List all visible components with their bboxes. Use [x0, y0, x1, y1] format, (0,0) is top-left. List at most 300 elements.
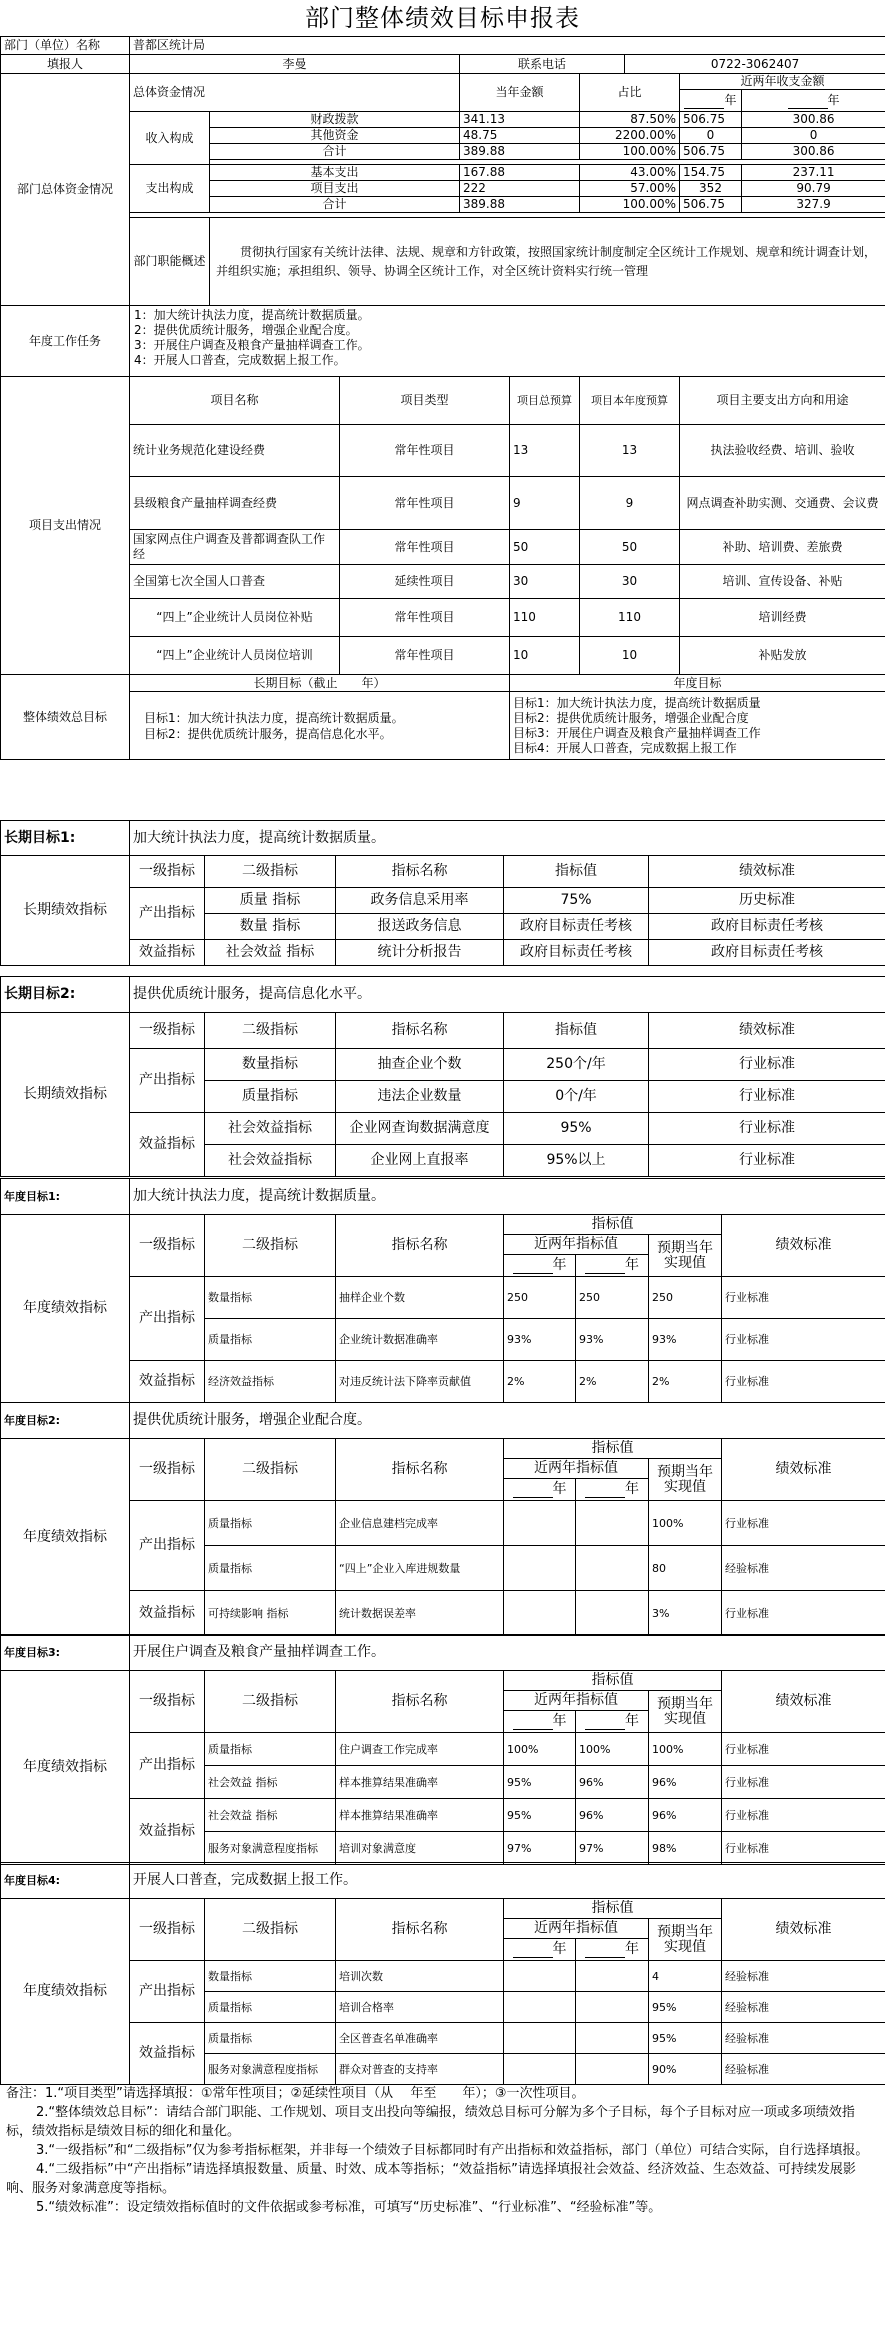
- dept-label: 部门（单位）名称: [1, 37, 130, 55]
- header-value: 指标值: [504, 1013, 649, 1049]
- indicator-std: 政府目标责任考核: [649, 940, 885, 966]
- level2: 社会效益 指标: [205, 940, 336, 966]
- expected-value: 95%: [649, 2023, 722, 2054]
- indicator-name: 违法企业数量: [336, 1081, 504, 1113]
- project-name: 国家网点住户调查及普都调查队工作经: [130, 530, 340, 565]
- recent-value-2: [576, 1501, 649, 1546]
- header-name: 指标名称: [336, 1671, 504, 1733]
- phone-label: 联系电话: [460, 55, 625, 74]
- level2: 质量指标: [205, 1081, 336, 1113]
- expected-value: 4: [649, 1961, 722, 1992]
- indicator-std: 经验标准: [722, 1546, 885, 1591]
- indicator-name: 抽查企业个数: [336, 1049, 504, 1081]
- recent-value-2: [576, 2023, 649, 2054]
- header-level2: 二级指标: [205, 1013, 336, 1049]
- income-ratio-0: 87.50%: [580, 112, 680, 128]
- header-value: 指标值: [504, 1671, 722, 1691]
- expense-ratio-1: 57.00%: [580, 181, 680, 197]
- project-type: 常年性项目: [340, 530, 510, 565]
- level1: 产出指标: [130, 1277, 205, 1361]
- level2: 可持续影响 指标: [205, 1591, 336, 1636]
- year-goal-text: 开展住户调查及粮食产量抽样调查工作。: [130, 1635, 885, 1671]
- indicator-name: 群众对普查的支持率: [336, 2054, 504, 2085]
- header-expected: 预期当年实现值: [649, 1691, 722, 1733]
- project-use: 补贴发放: [680, 637, 885, 675]
- recent-value-2: [576, 1992, 649, 2023]
- recent-value-2: [576, 1546, 649, 1591]
- duties-text: 贯彻执行国家有关统计法律、法规、规章和方针政策，按照国家统计制度制定全区统计工作规划、规章和统计调查计划，并组织实施；承担组织、领导、协调全区统计工作，对全区统计资料实行统一管理: [210, 218, 885, 306]
- recent-value-1: 93%: [504, 1319, 576, 1361]
- expense-ratio-2: 100.00%: [580, 197, 680, 213]
- header-expected: 预期当年实现值: [649, 1235, 722, 1277]
- header-expected: 预期当年实现值: [649, 1919, 722, 1961]
- expected-value: 96%: [649, 1766, 722, 1799]
- level2: 质量指标: [205, 1546, 336, 1591]
- project-name: 全国第七次全国人口普查: [130, 565, 340, 599]
- level2: 质量指标: [205, 2023, 336, 2054]
- indicator-name: 培训合格率: [336, 1992, 504, 2023]
- project-use: 执法验收经费、培训、验收: [680, 425, 885, 477]
- indicator-name: 统计分析报告: [336, 940, 504, 966]
- header-value: 指标值: [504, 856, 649, 888]
- level2: 社会效益指标: [205, 1113, 336, 1145]
- level1-benefit: 效益指标: [130, 1113, 205, 1177]
- indicator-std: 行业标准: [649, 1113, 885, 1145]
- funds-ratio-label: 占比: [580, 74, 680, 112]
- indicator-std: 行业标准: [722, 1832, 885, 1865]
- income-ratio-2: 100.00%: [580, 144, 680, 160]
- indicator-std: 行业标准: [722, 1591, 885, 1636]
- indicator-name: “四上”企业入库进规数量: [336, 1546, 504, 1591]
- recent-value-2: 96%: [576, 1766, 649, 1799]
- indicator-name: 对违反统计法下降率贡献值: [336, 1361, 504, 1403]
- overall-year-head: 年度目标: [510, 675, 885, 692]
- income-amount-2: 389.88: [460, 144, 580, 160]
- level2: 质量指标: [205, 1733, 336, 1766]
- income-amount-0: 341.13: [460, 112, 580, 128]
- expected-value: 100%: [649, 1733, 722, 1766]
- long-goal-1-table: [0, 820, 885, 966]
- note-item: 5.“绩效标准”：设定绩效指标值时的文件依据或参考标准，可填写“历史标准”、“行业标准”、“经验标准”等。: [36, 2200, 662, 2215]
- expense-y2-1: 90.79: [742, 181, 885, 197]
- expense-name-2: 合计: [210, 197, 460, 213]
- recent-value-2: 93%: [576, 1319, 649, 1361]
- project-header-year: 项目本年度预算: [580, 377, 680, 425]
- income-y2-0: 300.86: [742, 112, 885, 128]
- indicator-value: 75%: [504, 888, 649, 914]
- annual-task-item: 3：开展住户调查及粮食产量抽样调查工作。: [134, 338, 370, 352]
- project-type: 常年性项目: [340, 599, 510, 637]
- header-level1: 一级指标: [130, 856, 205, 888]
- level2: 数量 指标: [205, 914, 336, 940]
- indicator-std: 政府目标责任考核: [649, 914, 885, 940]
- recent-year2: 年: [576, 1255, 649, 1277]
- header-level2: 二级指标: [205, 856, 336, 888]
- funds-total-label: 总体资金情况: [130, 74, 460, 112]
- expected-value: 93%: [649, 1319, 722, 1361]
- indicator-name: 企业网查询数据满意度: [336, 1113, 504, 1145]
- project-name: “四上”企业统计人员岗位补贴: [130, 599, 340, 637]
- annual-tasks-label: 年度工作任务: [1, 306, 130, 377]
- header-name: 指标名称: [336, 1439, 504, 1501]
- level1-output: 产出指标: [130, 888, 205, 940]
- header-name: 指标名称: [336, 856, 504, 888]
- indicator-std: 行业标准: [649, 1081, 885, 1113]
- recent-year1: 年: [504, 1939, 576, 1961]
- recent-value-2: [576, 1591, 649, 1636]
- level1: 效益指标: [130, 1799, 205, 1865]
- header-name: 指标名称: [336, 1899, 504, 1961]
- income-y2-1: 0: [742, 128, 885, 144]
- annual-task-item: 1：加大统计执法力度，提高统计数据质量。: [134, 308, 370, 322]
- annual-tasks-list: [130, 306, 885, 377]
- header-value: 指标值: [504, 1899, 722, 1919]
- expense-name-0: 基本支出: [210, 165, 460, 181]
- income-name-0: 财政拨款: [210, 112, 460, 128]
- indicator-value: 95%: [504, 1113, 649, 1145]
- indicator-std: 行业标准: [649, 1049, 885, 1081]
- recent-year1: 年: [504, 1255, 576, 1277]
- project-year: 13: [580, 425, 680, 477]
- expected-value: 80: [649, 1546, 722, 1591]
- project-name: “四上”企业统计人员岗位培训: [130, 637, 340, 675]
- indicator-name: 抽样企业个数: [336, 1277, 504, 1319]
- indicator-name: 全区普查名单准确率: [336, 2023, 504, 2054]
- indicator-name: 报送政务信息: [336, 914, 504, 940]
- funds-current-label: 当年金额: [460, 74, 580, 112]
- indicator-value: 95%以上: [504, 1145, 649, 1177]
- indicator-std: 行业标准: [722, 1501, 885, 1546]
- indicator-name: 培训次数: [336, 1961, 504, 1992]
- overall-year-item: 目标1：加大统计执法力度，提高统计数据质量: [513, 696, 761, 710]
- recent-value-1: [504, 2023, 576, 2054]
- level1-output: 产出指标: [130, 1049, 205, 1113]
- level2: 数量指标: [205, 1049, 336, 1081]
- year-goal-side: 年度绩效指标: [1, 1215, 130, 1403]
- note-item: 2.“整体绩效总目标”：请结合部门职能、工作规划、项目支出投向等编报，绩效总目标可分解为多个子目标，每个子目标对应一项或多项绩效指标，绩效指标是绩效目标的细化和量化。: [6, 2105, 855, 2139]
- header-recent: 近两年指标值: [504, 1691, 649, 1711]
- long-goal-1-side: 长期绩效指标: [1, 856, 130, 966]
- expected-value: 3%: [649, 1591, 722, 1636]
- overall-year-item: 目标3：开展住户调查及粮食产量抽样调查工作: [513, 726, 761, 740]
- reporter-label: 填报人: [1, 55, 130, 74]
- income-name-1: 其他资金: [210, 128, 460, 144]
- expense-name-1: 项目支出: [210, 181, 460, 197]
- indicator-std: 行业标准: [722, 1277, 885, 1319]
- recent-value-2: 97%: [576, 1832, 649, 1865]
- expense-label: 支出构成: [130, 165, 210, 213]
- recent-value-1: [504, 2054, 576, 2085]
- main-table: [0, 36, 885, 760]
- recent-value-1: 95%: [504, 1766, 576, 1799]
- year-goal-label: 年度目标3:: [1, 1635, 130, 1671]
- note-item: 4.“二级指标”中“产出指标”请选择填报数量、质量、时效、成本等指标；“效益指标”请选择填报社会效益、经济效益、生态效益、可持续发展影响、服务对象满意度等指标。: [6, 2162, 856, 2196]
- indicator-std: 经验标准: [722, 1961, 885, 1992]
- funds-recent-label: 近两年收支金额: [680, 74, 885, 90]
- recent-year1: 年: [504, 1479, 576, 1501]
- project-name: 统计业务规范化建设经费: [130, 425, 340, 477]
- project-header-type: 项目类型: [340, 377, 510, 425]
- project-year: 10: [580, 637, 680, 675]
- long-goal-2-text: 提供优质统计服务，提高信息化水平。: [130, 977, 885, 1013]
- recent-value-2: 100%: [576, 1733, 649, 1766]
- header-level2: 二级指标: [205, 1439, 336, 1501]
- expense-y2-0: 237.11: [742, 165, 885, 181]
- header-std: 绩效标准: [649, 1013, 885, 1049]
- overall-long-head: 长期目标（截止 年）: [130, 675, 510, 692]
- recent-year2: 年: [576, 1939, 649, 1961]
- project-type: 常年性项目: [340, 637, 510, 675]
- indicator-name: 样本推算结果准确率: [336, 1766, 504, 1799]
- duties-label: 部门职能概述: [130, 218, 210, 306]
- recent-year1: 年: [680, 90, 742, 112]
- long-goal-1-text: 加大统计执法力度，提高统计数据质量。: [130, 821, 885, 856]
- project-type: 常年性项目: [340, 425, 510, 477]
- overall-long-list: [130, 692, 510, 760]
- header-level1: 一级指标: [130, 1439, 205, 1501]
- indicator-name: 企业网上直报率: [336, 1145, 504, 1177]
- recent-value-2: [576, 2054, 649, 2085]
- indicator-name: 样本推算结果准确率: [336, 1799, 504, 1832]
- project-total: 30: [510, 565, 580, 599]
- project-use: 补助、培训费、差旅费: [680, 530, 885, 565]
- annual-task-item: 4：开展人口普查，完成数据上报工作。: [134, 353, 346, 367]
- long-goal-2-label: 长期目标2:: [1, 977, 130, 1013]
- indicator-name: 政务信息采用率: [336, 888, 504, 914]
- long-goal-2-table: [0, 976, 885, 1177]
- recent-value-1: [504, 1591, 576, 1636]
- project-name: 县级粮食产量抽样调查经费: [130, 477, 340, 530]
- year-goal-3-table: [0, 1634, 885, 1865]
- level1: 效益指标: [130, 2023, 205, 2085]
- expected-value: 95%: [649, 1992, 722, 2023]
- indicator-std: 经验标准: [722, 1992, 885, 2023]
- header-level1: 一级指标: [130, 1899, 205, 1961]
- funds-section-label: 部门总体资金情况: [1, 74, 130, 306]
- indicator-std: 行业标准: [722, 1361, 885, 1403]
- level2: 质量指标: [205, 1992, 336, 2023]
- level2: 服务对象满意程度指标: [205, 1832, 336, 1865]
- header-name: 指标名称: [336, 1013, 504, 1049]
- expected-value: 96%: [649, 1799, 722, 1832]
- year-goal-label: 年度目标4:: [1, 1863, 130, 1899]
- header-level1: 一级指标: [130, 1013, 205, 1049]
- project-header-total: 项目总预算: [510, 377, 580, 425]
- recent-year1: 年: [504, 1711, 576, 1733]
- recent-year2: 年: [576, 1711, 649, 1733]
- level2: 质量 指标: [205, 888, 336, 914]
- year-goal-side: 年度绩效指标: [1, 1899, 130, 2085]
- recent-value-1: 100%: [504, 1733, 576, 1766]
- project-year: 110: [580, 599, 680, 637]
- income-label: 收入构成: [130, 112, 210, 165]
- project-total: 50: [510, 530, 580, 565]
- year-goal-1-table: [0, 1178, 885, 1403]
- project-total: 110: [510, 599, 580, 637]
- income-ratio-1: 2200.00%: [580, 128, 680, 144]
- overall-year-item: 目标2：提供优质统计服务，增强企业配合度: [513, 711, 749, 725]
- level2: 社会效益指标: [205, 1145, 336, 1177]
- note-item: 备注：1.“项目类型”请选择填报：①常年性项目；②延续性项目（从 年至 年）；③一次性项目。: [6, 2086, 585, 2101]
- project-total: 13: [510, 425, 580, 477]
- expected-value: 250: [649, 1277, 722, 1319]
- income-amount-1: 48.75: [460, 128, 580, 144]
- level1: 产出指标: [130, 1501, 205, 1591]
- level1: 产出指标: [130, 1733, 205, 1799]
- reporter-value: 李曼: [130, 55, 460, 74]
- project-type: 延续性项目: [340, 565, 510, 599]
- year-goal-text: 加大统计执法力度，提高统计数据质量。: [130, 1179, 885, 1215]
- income-y1-2: 506.75: [680, 144, 742, 160]
- header-name: 指标名称: [336, 1215, 504, 1277]
- phone-value: 0722-3062407: [625, 55, 885, 74]
- level2: 社会效益 指标: [205, 1766, 336, 1799]
- annual-task-item: 2：提供优质统计服务，增强企业配合度。: [134, 323, 358, 337]
- recent-value-2: 96%: [576, 1799, 649, 1832]
- recent-value-1: [504, 1501, 576, 1546]
- dept-value: 普都区统计局: [130, 37, 885, 55]
- income-y2-2: 300.86: [742, 144, 885, 160]
- recent-value-1: 97%: [504, 1832, 576, 1865]
- recent-value-2: 2%: [576, 1361, 649, 1403]
- notes: [0, 2084, 885, 2339]
- project-total: 10: [510, 637, 580, 675]
- header-std: 绩效标准: [649, 856, 885, 888]
- header-std: 绩效标准: [722, 1899, 885, 1961]
- header-recent: 近两年指标值: [504, 1919, 649, 1939]
- long-goal-1-label: 长期目标1:: [1, 821, 130, 856]
- project-use: 网点调查补助实测、交通费、会议费: [680, 477, 885, 530]
- year-goal-side: 年度绩效指标: [1, 1671, 130, 1865]
- year-goal-label: 年度目标2:: [1, 1403, 130, 1439]
- recent-value-2: 250: [576, 1277, 649, 1319]
- header-expected: 预期当年实现值: [649, 1459, 722, 1501]
- level2: 质量指标: [205, 1319, 336, 1361]
- indicator-name: 培训对象满意度: [336, 1832, 504, 1865]
- header-std: 绩效标准: [722, 1439, 885, 1501]
- level2: 数量指标: [205, 1961, 336, 1992]
- indicator-std: 行业标准: [722, 1319, 885, 1361]
- expense-amount-0: 167.88: [460, 165, 580, 181]
- expected-value: 98%: [649, 1832, 722, 1865]
- project-header-use: 项目主要支出方向和用途: [680, 377, 885, 425]
- overall-goals-label: 整体绩效总目标: [1, 675, 130, 760]
- header-recent: 近两年指标值: [504, 1459, 649, 1479]
- indicator-value: 政府目标责任考核: [504, 914, 649, 940]
- level1-benefit: 效益指标: [130, 940, 205, 966]
- project-year: 9: [580, 477, 680, 530]
- project-use: 培训经费: [680, 599, 885, 637]
- expected-value: 90%: [649, 2054, 722, 2085]
- project-type: 常年性项目: [340, 477, 510, 530]
- page-title: 部门整体绩效目标申报表: [305, 4, 580, 32]
- year-goal-4-table: [0, 1862, 885, 2085]
- long-goal-2-side: 长期绩效指标: [1, 1013, 130, 1177]
- level1: 效益指标: [130, 1361, 205, 1403]
- indicator-std: 历史标准: [649, 888, 885, 914]
- recent-value-1: 95%: [504, 1799, 576, 1832]
- recent-value-2: [576, 1961, 649, 1992]
- recent-year2: 年: [742, 90, 885, 112]
- overall-long-item: 目标2：提供优质统计服务，提高信息化水平。: [144, 726, 392, 741]
- header-value: 指标值: [504, 1439, 722, 1459]
- indicator-std: 行业标准: [722, 1733, 885, 1766]
- expense-y2-2: 327.9: [742, 197, 885, 213]
- expense-y1-2: 506.75: [680, 197, 742, 213]
- recent-value-1: [504, 1546, 576, 1591]
- projects-label: 项目支出情况: [1, 377, 130, 675]
- overall-year-item: 目标4：开展人口普查，完成数据上报工作: [513, 741, 737, 755]
- overall-year-list: [510, 692, 885, 760]
- indicator-name: 企业统计数据准确率: [336, 1319, 504, 1361]
- year-goal-text: 提供优质统计服务，增强企业配合度。: [130, 1403, 885, 1439]
- level2: 社会效益 指标: [205, 1799, 336, 1832]
- level2: 质量指标: [205, 1501, 336, 1546]
- year-goal-text: 开展人口普查，完成数据上报工作。: [130, 1863, 885, 1899]
- note-item: 3.“一级指标”和“二级指标”仅为参考指标框架，并非每一个绩效子目标都同时有产出指标和效益指标，部门（单位）可结合实际，自行选择填报。: [36, 2143, 869, 2158]
- recent-value-1: 2%: [504, 1361, 576, 1403]
- header-level2: 二级指标: [205, 1215, 336, 1277]
- project-year: 30: [580, 565, 680, 599]
- expense-ratio-0: 43.00%: [580, 165, 680, 181]
- indicator-std: 经验标准: [722, 2023, 885, 2054]
- indicator-std: 经验标准: [722, 2054, 885, 2085]
- recent-year2: 年: [576, 1479, 649, 1501]
- indicator-value: 政府目标责任考核: [504, 940, 649, 966]
- header-recent: 近两年指标值: [504, 1235, 649, 1255]
- indicator-name: 住户调查工作完成率: [336, 1733, 504, 1766]
- indicator-value: 0个/年: [504, 1081, 649, 1113]
- expense-amount-1: 222: [460, 181, 580, 197]
- income-y1-0: 506.75: [680, 112, 742, 128]
- header-level2: 二级指标: [205, 1899, 336, 1961]
- year-goal-side: 年度绩效指标: [1, 1439, 130, 1636]
- recent-value-1: [504, 1961, 576, 1992]
- project-use: 培训、宣传设备、补贴: [680, 565, 885, 599]
- expense-amount-2: 389.88: [460, 197, 580, 213]
- project-year: 50: [580, 530, 680, 565]
- level2: 数量指标: [205, 1277, 336, 1319]
- income-y1-1: 0: [680, 128, 742, 144]
- year-goal-2-table: [0, 1402, 885, 1636]
- expected-value: 2%: [649, 1361, 722, 1403]
- indicator-name: 企业信息建档完成率: [336, 1501, 504, 1546]
- level2: 经济效益指标: [205, 1361, 336, 1403]
- expected-value: 100%: [649, 1501, 722, 1546]
- expense-y1-0: 154.75: [680, 165, 742, 181]
- level1: 效益指标: [130, 1591, 205, 1636]
- year-goal-label: 年度目标1:: [1, 1179, 130, 1215]
- level1: 产出指标: [130, 1961, 205, 2023]
- recent-value-1: [504, 1992, 576, 2023]
- overall-long-item: 目标1：加大统计执法力度，提高统计数据质量。: [144, 710, 404, 725]
- header-level1: 一级指标: [130, 1215, 205, 1277]
- indicator-std: 行业标准: [649, 1145, 885, 1177]
- expense-y1-1: 352: [680, 181, 742, 197]
- indicator-value: 250个/年: [504, 1049, 649, 1081]
- header-value: 指标值: [504, 1215, 722, 1235]
- recent-value-1: 250: [504, 1277, 576, 1319]
- income-name-2: 合计: [210, 144, 460, 160]
- indicator-std: 行业标准: [722, 1799, 885, 1832]
- indicator-name: 统计数据误差率: [336, 1591, 504, 1636]
- header-level2: 二级指标: [205, 1671, 336, 1733]
- indicator-std: 行业标准: [722, 1766, 885, 1799]
- header-std: 绩效标准: [722, 1671, 885, 1733]
- header-level1: 一级指标: [130, 1671, 205, 1733]
- level2: 服务对象满意程度指标: [205, 2054, 336, 2085]
- header-std: 绩效标准: [722, 1215, 885, 1277]
